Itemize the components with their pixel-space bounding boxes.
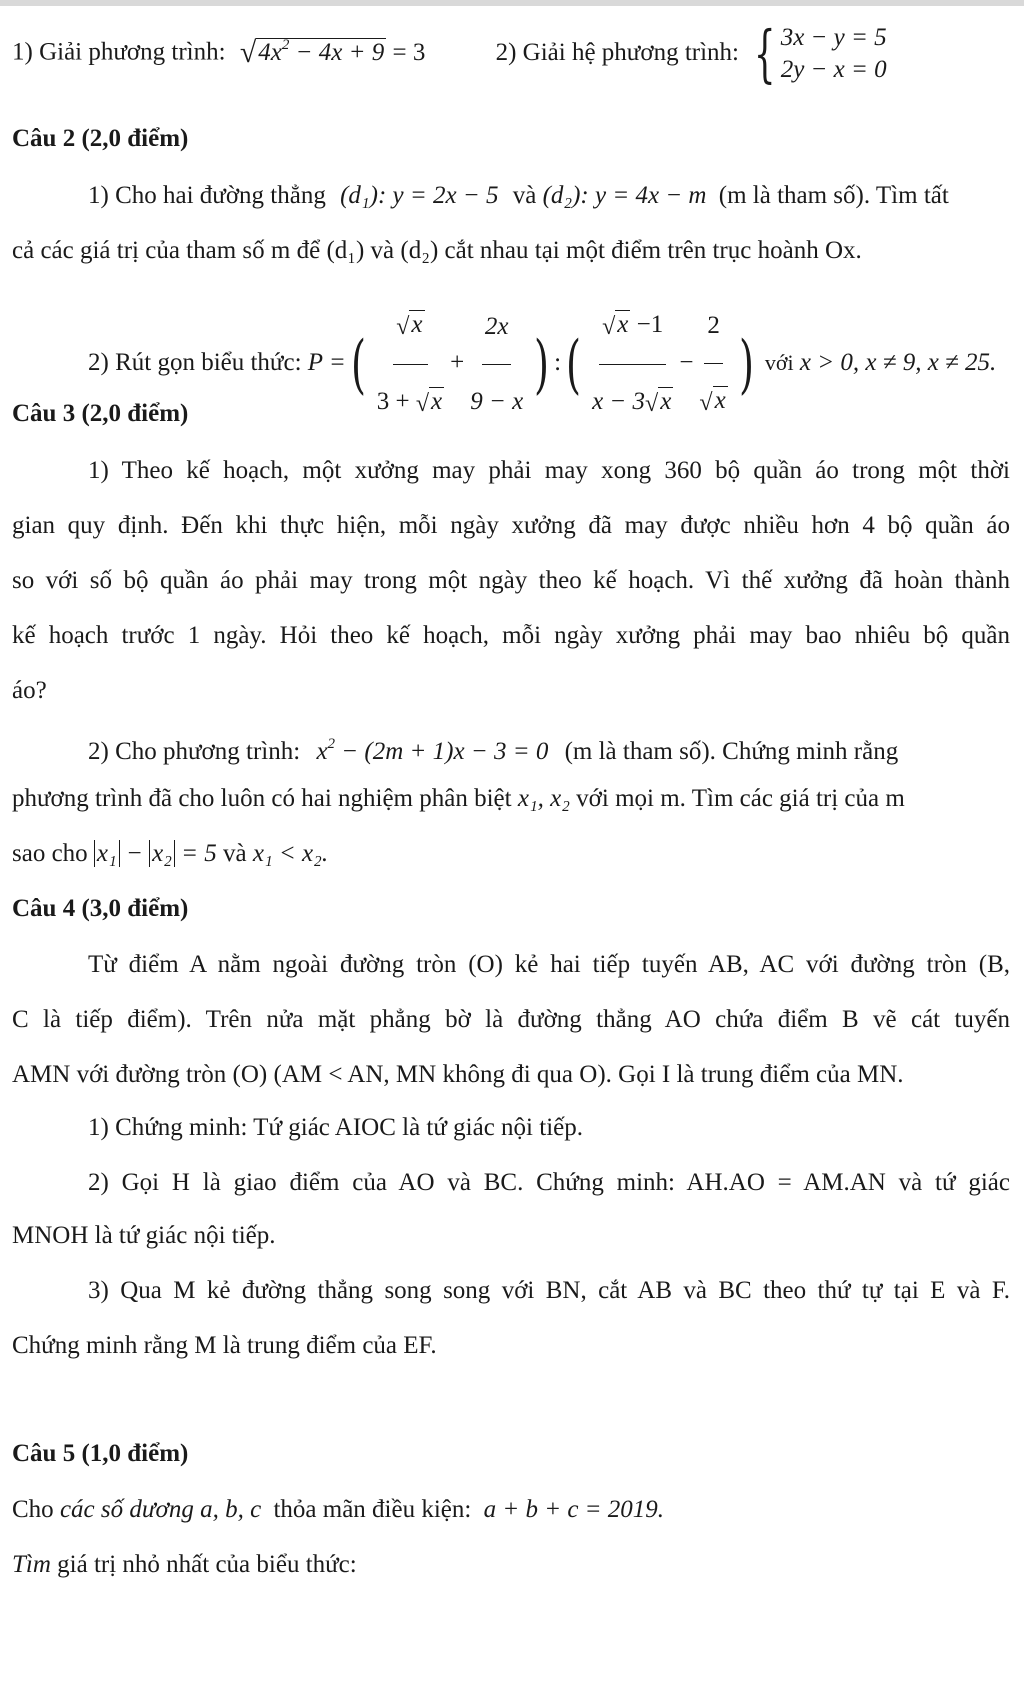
q4-part3-line2: Chứng minh rằng M là trung điểm của EF. [12, 1332, 437, 1359]
fraction-4: $\frac{2}{√x}$ [696, 291, 730, 438]
equation-system [745, 17, 887, 90]
q1-equation: $√4x^2 - 4x + 9 = 3$ [240, 39, 432, 66]
q5-line2: Tìm giá trị nhỏ nhất của biểu thức: [12, 1551, 357, 1578]
q4-part3-line1: 3) Qua M kẻ đường thẳng song song với BN, cắt AB và BC theo thứ tự tại E và F. [88, 1277, 1010, 1304]
q1-part2-label: 2) Giải hệ phương trình: [495, 38, 739, 66]
q4-intro-line2: C là tiếp điểm). Trên nửa mặt phẳng bờ là đường thẳng AO chứa điểm B vẽ cát tuyến [12, 1006, 1010, 1033]
q2-heading: Câu 2 (2,0 điểm) [12, 125, 189, 152]
fraction-2: $\frac{2x}{9 - x}$ [467, 292, 526, 437]
left-brace: { [754, 17, 776, 90]
q3-p2-line1: 2) Cho phương trình: $x^2 - (2m + 1)x - 3 = 0$ (m là tham số). Chứng minh rằng [88, 736, 899, 765]
q1-part1-label: 1) Giải phương trình: [12, 38, 226, 66]
q3-p1-line3: so với số bộ quần áo phải may trong một ngày theo kế hoạch. Vì thế xưởng đã hoàn thành [12, 567, 1010, 594]
q3-heading: Câu 3 (2,0 điểm) [12, 400, 189, 427]
system-eq-1: 3x − y = 5 [780, 24, 887, 51]
q3-p1-line1: 1) Theo kế hoạch, một xưởng may phải may xong 360 bộ quần áo trong một thời [88, 457, 1010, 484]
q5-line1: Cho các số dương a, b, c thỏa mãn điều kiện: a + b + c = 2019. [12, 1496, 665, 1523]
q3-p2-line3: sao cho x₁ − x₂ = 5 và x₁ < x₂. [12, 840, 329, 867]
q3-p1-line2: gian quy định. Đến khi thực hiện, mỗi ngày xưởng đã may được nhiều hơn 4 bộ quần áo [12, 512, 1010, 539]
q5-heading: Câu 5 (1,0 điểm) [12, 1440, 189, 1467]
q3-p1-line5: áo? [12, 677, 47, 704]
top-border [0, 0, 1024, 6]
quadratic-equation: $x^2 - (2m + 1)x - 3 = 0$ [316, 736, 549, 765]
q4-intro-line1: Từ điểm A nằm ngoài đường tròn (O) kẻ hai tiếp tuyến AB, AC với đường tròn (B, [88, 951, 1010, 978]
q4-heading: Câu 4 (3,0 điểm) [12, 895, 189, 922]
system-eq-2: 2y − x = 0 [780, 56, 887, 83]
q4-part2-line2: MNOH là tứ giác nội tiếp. [12, 1222, 276, 1249]
sqrt-expression: $√4x^2 - 4x + 9$ [239, 35, 385, 69]
fraction-3: $\frac{√x -1}{x - 3√x}$ [589, 290, 676, 439]
fraction-1: $\frac{√x}{3 + √x}$ [374, 290, 447, 439]
q1-line [12, 17, 887, 90]
q3-p1-line4: kế hoạch trước 1 ngày. Hỏi theo kế hoạch, mỗi ngày xưởng phải may bao nhiêu bộ quần [12, 622, 1010, 649]
q4-intro-line3: AMN với đường tròn (O) (AM < AN, MN không đi qua O). Gọi I là trung điểm của MN. [12, 1061, 904, 1088]
q4-part2-line1: 2) Gọi H là giao điểm của AO và BC. Chứng minh: AH.AO = AM.AN và tứ giác [88, 1169, 1010, 1196]
q2-p1-line2: cả các giá trị của tham số m để (d₁) và (d₂) cắt nhau tại một điểm trên trục hoành Ox. [12, 237, 862, 264]
q2-p1-line1: 1) Cho hai đường thẳng (d₁): y = 2x − 5 và (d₂): y = 4x − m (m là tham số). Tìm tất [88, 182, 949, 209]
q4-part1: 1) Chứng minh: Tứ giác AIOC là tứ giác nội tiếp. [88, 1114, 583, 1141]
q3-p2-line2: phương trình đã cho luôn có hai nghiệm phân biệt x₁, x₂ với mọi m. Tìm các giá trị của m [12, 785, 905, 812]
abs-expression: x₁ − x₂ = 5 [94, 840, 217, 867]
q2-p2-line: 2) Rút gọn biểu thức: P =( $\frac{√x}{3 + √x}$ + $\frac{2x}{9 - x}$ ) :( $\frac{√x -1}{x - 3√x}$ − $\frac{2}{√x}$ ) với x > 0, x ≠ 9, x ≠ 25. [88, 290, 996, 439]
